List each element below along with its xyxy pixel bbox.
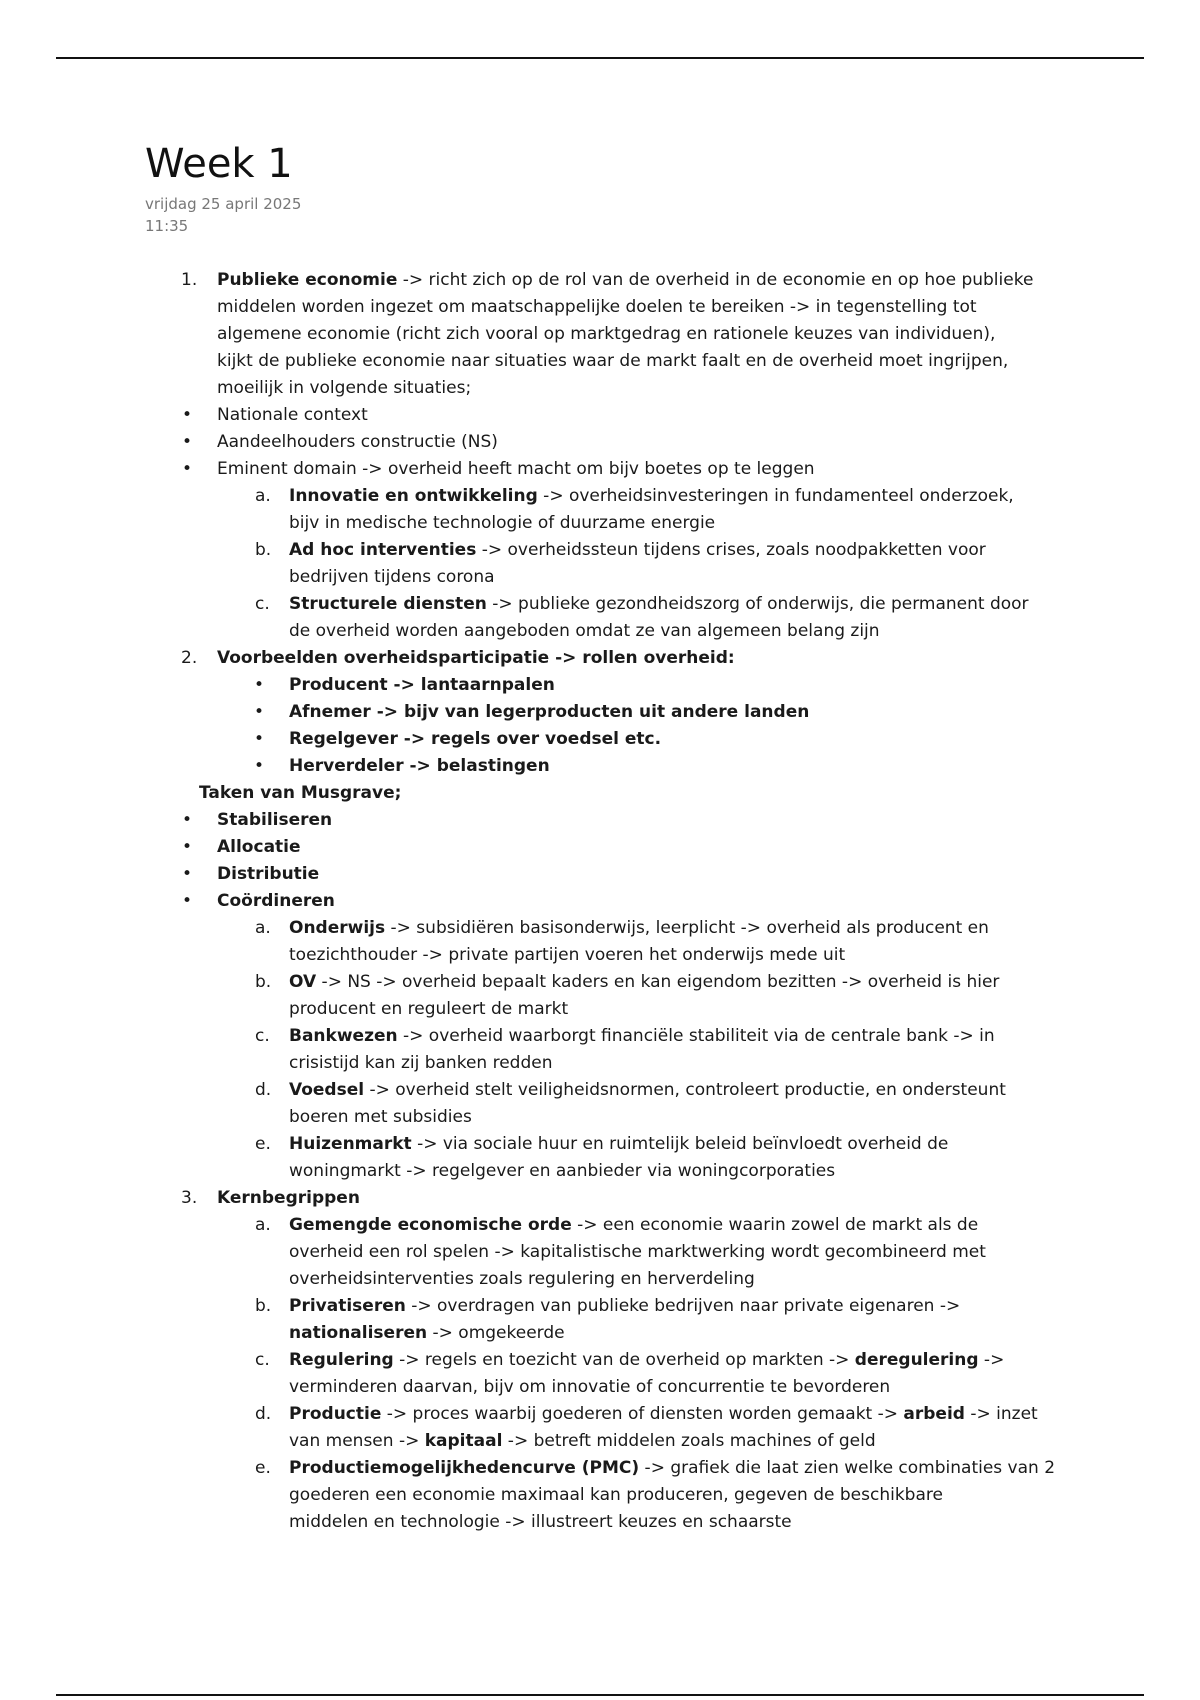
bullet-item: [0, 753, 1200, 780]
list-item-1: [0, 267, 1200, 294]
sub-item: [0, 1455, 1200, 1482]
bullet-item: [0, 672, 1200, 699]
sub-item: [0, 1293, 1200, 1320]
text-line: goederen een economie maximaal kan produceren, gegeven de beschikbare: [289, 1485, 943, 1505]
text-line: algemene economie (richt zich vooral op marktgedrag en rationele keuzes van individuen),: [217, 324, 996, 344]
text: Coördineren: [217, 891, 335, 911]
bullet-icon: •: [182, 837, 193, 857]
sub-item: [0, 1077, 1200, 1104]
bullet-item: [0, 807, 1200, 834]
text: -> overheid waarborgt financiële stabiliteit via de centrale bank -> in: [397, 1026, 995, 1046]
text-line: overheidsinterventies zoals regulering en herverdeling: [289, 1269, 755, 1289]
page-title: Week 1: [145, 141, 293, 187]
heading: Kernbegrippen: [217, 1188, 360, 1208]
list-item-2: [0, 645, 1200, 672]
page-timestamp: [145, 193, 301, 237]
text: ->: [978, 1350, 1005, 1370]
term: Onderwijs: [289, 918, 386, 938]
list-letter: d.: [255, 1404, 272, 1424]
text: -> een economie waarin zowel de markt als de: [571, 1215, 979, 1235]
list-letter: c.: [255, 1350, 270, 1370]
text: Producent -> lantaarnpalen: [289, 675, 555, 695]
sub-item: [0, 537, 1200, 564]
bullet-icon: •: [254, 729, 265, 749]
text: Afnemer -> bijv van legerproducten uit andere landen: [289, 702, 810, 722]
text: Eminent domain -> overheid heeft macht om bijv boetes op te leggen: [217, 459, 815, 479]
text: -> proces waarbij goederen of diensten worden gemaakt ->: [381, 1404, 904, 1424]
term: Publieke economie: [217, 270, 398, 290]
bullet-item: [0, 726, 1200, 753]
bullet-icon: •: [182, 864, 193, 884]
bullet-icon: •: [182, 432, 193, 452]
bottom-rule: [56, 1694, 1144, 1696]
text-line: crisistijd kan zij banken redden: [289, 1053, 553, 1073]
term: kapitaal: [424, 1431, 503, 1451]
list-letter: e.: [255, 1134, 271, 1154]
term: Gemengde economische orde: [289, 1215, 572, 1235]
term: deregulering: [854, 1350, 979, 1370]
text: -> overheid stelt veiligheidsnormen, controleert productie, en ondersteunt: [364, 1080, 1006, 1100]
list-item-3: [0, 1185, 1200, 1212]
sub-item: [0, 483, 1200, 510]
text-line: de overheid worden aangeboden omdat ze van algemeen belang zijn: [289, 621, 880, 641]
text: Regelgever -> regels over voedsel etc.: [289, 729, 662, 749]
term: OV: [289, 972, 317, 992]
bullet-icon: •: [254, 756, 265, 776]
text: -> regels en toezicht van de overheid op markten ->: [393, 1350, 855, 1370]
text: Stabiliseren: [217, 810, 333, 830]
text-line: kijkt de publieke economie naar situaties waar de markt faalt en de overheid moet ingrijpen,: [217, 351, 1009, 371]
list-letter: a.: [255, 918, 271, 938]
term: nationaliseren: [289, 1323, 428, 1343]
bullet-item: [0, 456, 1200, 483]
text: van mensen ->: [289, 1431, 425, 1451]
term: Huizenmarkt: [289, 1134, 412, 1154]
bullet-icon: •: [182, 405, 193, 425]
text: -> grafiek die laat zien welke combinaties van 2: [639, 1458, 1056, 1478]
text: -> via sociale huur en ruimtelijk beleid beïnvloedt overheid de: [411, 1134, 949, 1154]
text: -> richt zich op de rol van de overheid in de economie en op hoe publieke: [397, 270, 1034, 290]
text-line: toezichthouder -> private partijen voeren het onderwijs mede uit: [289, 945, 846, 965]
sub-item: [0, 1131, 1200, 1158]
text: Allocatie: [217, 837, 301, 857]
text: Herverdeler -> belastingen: [289, 756, 550, 776]
text-line: bedrijven tijdens corona: [289, 567, 495, 587]
list-letter: c.: [255, 1026, 270, 1046]
text: -> omgekeerde: [427, 1323, 565, 1343]
term: Privatiseren: [289, 1296, 406, 1316]
term: Productie: [289, 1404, 382, 1424]
page-time: 11:35: [145, 217, 189, 235]
bullet-item: [0, 861, 1200, 888]
term: Structurele diensten: [289, 594, 487, 614]
text: Distributie: [217, 864, 320, 884]
bullet-item: [0, 834, 1200, 861]
text-line: moeilijk in volgende situaties;: [217, 378, 472, 398]
term: Voedsel: [289, 1080, 365, 1100]
list-letter: a.: [255, 486, 271, 506]
bullet-icon: •: [254, 702, 265, 722]
list-number: 3.: [181, 1188, 198, 1208]
text-line: producent en reguleert de markt: [289, 999, 569, 1019]
list-letter: e.: [255, 1458, 271, 1478]
top-rule: [56, 57, 1144, 59]
list-letter: a.: [255, 1215, 271, 1235]
text: -> overheidssteun tijdens crises, zoals noodpakketten voor: [476, 540, 986, 560]
text: -> betreft middelen zoals machines of geld: [502, 1431, 876, 1451]
heading: Voorbeelden overheidsparticipatie -> rollen overheid:: [217, 648, 735, 668]
text-line: middelen worden ingezet om maatschappelijke doelen te bereiken -> in tegenstelling tot: [217, 297, 977, 317]
sub-item: [0, 1401, 1200, 1428]
bullet-item: [0, 429, 1200, 456]
text-line: middelen en technologie -> illustreert keuzes en schaarste: [289, 1512, 792, 1532]
text-line: boeren met subsidies: [289, 1107, 472, 1127]
list-number: 1.: [181, 270, 198, 290]
notes-body: [0, 267, 1200, 1536]
bullet-icon: •: [182, 891, 193, 911]
sub-item: [0, 915, 1200, 942]
bullet-icon: •: [182, 459, 193, 479]
term: Productiemogelijkhedencurve (PMC): [289, 1458, 640, 1478]
bullet-item: [0, 402, 1200, 429]
text-line: woningmarkt -> regelgever en aanbieder via woningcorporaties: [289, 1161, 836, 1181]
text-line: bijv in medische technologie of duurzame energie: [289, 513, 716, 533]
musgrave-heading: Taken van Musgrave;: [199, 783, 402, 803]
term: Ad hoc interventies: [289, 540, 477, 560]
bullet-icon: •: [254, 675, 265, 695]
list-letter: d.: [255, 1080, 272, 1100]
list-letter: c.: [255, 594, 270, 614]
term: Innovatie en ontwikkeling: [289, 486, 538, 506]
text-line: verminderen daarvan, bijv om innovatie of concurrentie te bevorderen: [289, 1377, 891, 1397]
sub-item: [0, 1212, 1200, 1239]
sub-item: [0, 591, 1200, 618]
text: Nationale context: [217, 405, 368, 425]
list-letter: b.: [255, 1296, 272, 1316]
list-letter: b.: [255, 540, 272, 560]
text: -> overheidsinvesteringen in fundamenteel onderzoek,: [537, 486, 1014, 506]
term: Bankwezen: [289, 1026, 398, 1046]
text: -> NS -> overheid bepaalt kaders en kan eigendom bezitten -> overheid is hier: [316, 972, 1000, 992]
bullet-icon: •: [182, 810, 193, 830]
text: -> overdragen van publieke bedrijven naar private eigenaren ->: [405, 1296, 961, 1316]
bullet-item: [0, 888, 1200, 915]
sub-item: [0, 969, 1200, 996]
term: arbeid: [903, 1404, 965, 1424]
list-letter: b.: [255, 972, 272, 992]
text-line: [0, 1428, 1200, 1455]
page-date: vrijdag 25 april 2025: [145, 195, 302, 213]
sub-item: [0, 1347, 1200, 1374]
text: -> publieke gezondheidszorg of onderwijs, die permanent door: [486, 594, 1029, 614]
text: -> subsidiëren basisonderwijs, leerplicht -> overheid als producent en: [385, 918, 989, 938]
text: Aandeelhouders constructie (NS): [217, 432, 498, 452]
bullet-item: [0, 699, 1200, 726]
text-line: [0, 1320, 1200, 1347]
term: Regulering: [289, 1350, 394, 1370]
text-line: overheid een rol spelen -> kapitalistische marktwerking wordt gecombineerd met: [289, 1242, 986, 1262]
text: -> inzet: [964, 1404, 1038, 1424]
list-number: 2.: [181, 648, 198, 668]
sub-item: [0, 1023, 1200, 1050]
